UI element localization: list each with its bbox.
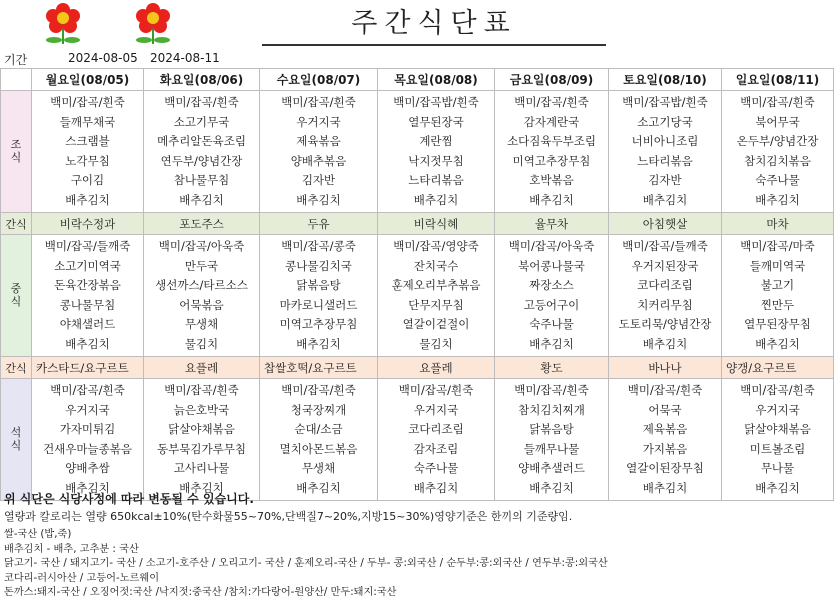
menu-item: 콩나물김치국 bbox=[285, 258, 352, 273]
lunch-day-cell bbox=[609, 235, 722, 357]
menu-item: 북어무국 bbox=[755, 114, 800, 129]
origin-line: 닭고기- 국산 / 돼지고기- 국산 / 소고기-호주산 / 오리고기- 국산 / 훈제오리-국산 / 두부- 콩:외국산 / 순두부:콩:외국산 / 연두부:콩:외국산 bbox=[4, 558, 608, 570]
breakfast-row bbox=[1, 91, 834, 213]
menu-item: 제육볶음 bbox=[642, 422, 688, 436]
menu-item: 계란찜 bbox=[419, 134, 453, 148]
menu-item: 열무된장무침 bbox=[744, 317, 811, 331]
breakfast-day-cell bbox=[260, 91, 378, 213]
breakfast-day-cell bbox=[32, 91, 144, 213]
menu-item: 들깨미역국 bbox=[749, 258, 806, 273]
menu-item: 배추김치 bbox=[65, 480, 110, 495]
menu-item: 무생채 bbox=[301, 461, 336, 475]
menu-item: 배추김치 bbox=[179, 192, 224, 207]
menu-item: 무생채 bbox=[184, 317, 219, 331]
snack2-label: 간식 bbox=[1, 357, 32, 379]
dinner-day-cell bbox=[495, 379, 609, 501]
day-header: 화요일(08/06) bbox=[144, 69, 260, 91]
menu-item: 온두부/양념간장 bbox=[736, 134, 819, 148]
menu-item: 백미/잡곡/흰죽 bbox=[281, 95, 356, 109]
menu-item: 돈육간장볶음 bbox=[54, 278, 121, 292]
snack2-item: 찹쌀호떡/요구르트 bbox=[260, 357, 378, 379]
menu-item: 연두부/양념간장 bbox=[160, 153, 243, 168]
snack1-item: 비락수정과 bbox=[32, 213, 144, 235]
menu-item: 들깨무나물 bbox=[523, 441, 580, 456]
menu-item: 건새우마늘종볶음 bbox=[43, 441, 132, 456]
menu-item: 고사리나물 bbox=[173, 461, 230, 475]
menu-item: 닭살야채볶음 bbox=[744, 422, 811, 436]
snack1-item: 두유 bbox=[260, 213, 378, 235]
menu-item: 백미/잡곡/마죽 bbox=[740, 239, 815, 253]
menu-item: 백미/잡곡/들깨죽 bbox=[622, 239, 708, 253]
snack2-item: 바나나 bbox=[609, 357, 722, 379]
day-header: 토요일(08/10) bbox=[609, 69, 722, 91]
snack2-item: 양갱/요구르트 bbox=[722, 357, 834, 379]
dinner-label: 석 식 bbox=[1, 379, 32, 501]
origin-line: 돈까스:돼지-국산 / 오징어젓:국산 /낙지젓:중국산 /참치:가다랑어-원양산/ 만두:돼지:국산 bbox=[4, 587, 397, 599]
menu-item: 백미/잡곡밥/흰죽 bbox=[393, 95, 479, 109]
day-header: 목요일(08/08) bbox=[378, 69, 495, 91]
menu-item: 마카로니샐러드 bbox=[279, 297, 358, 312]
day-header: 월요일(08/05) bbox=[32, 69, 144, 91]
menu-item: 참나물무침 bbox=[173, 173, 230, 187]
menu-item: 메추리알돈육조림 bbox=[157, 134, 246, 148]
menu-item: 멸치아몬드볶음 bbox=[279, 441, 358, 456]
menu-item: 야채샐러드 bbox=[59, 317, 116, 331]
dinner-day-cell bbox=[609, 379, 722, 501]
lunch-day-cell bbox=[260, 235, 378, 357]
menu-item: 스크램블 bbox=[65, 134, 110, 148]
menu-item: 숙주나물 bbox=[529, 317, 574, 331]
menu-item: 배추김치 bbox=[755, 480, 800, 495]
menu-item: 미역고추장무침 bbox=[512, 153, 591, 168]
snack1-item: 포도주스 bbox=[144, 213, 260, 235]
lunch-label: 중 식 bbox=[1, 235, 32, 357]
menu-item: 가자미튀김 bbox=[59, 422, 116, 436]
menu-item: 양배추쌈 bbox=[65, 461, 110, 475]
header bbox=[0, 0, 835, 50]
period-end: 2024-08-11 bbox=[150, 51, 220, 65]
nutrition-text: 열량과 칼로리는 열량 650kcal±10%(탄수화물55~70%,단백질7~20%,지방15~30%)영양기준은 한끼의 기준량임. bbox=[4, 510, 573, 523]
snack2-item: 요플레 bbox=[378, 357, 495, 379]
menu-item: 콩나물무침 bbox=[59, 297, 116, 312]
menu-item: 소고기무국 bbox=[173, 114, 230, 129]
menu-item: 우거지국 bbox=[755, 402, 800, 417]
menu-item: 백미/잡곡/흰죽 bbox=[50, 383, 125, 397]
menu-table bbox=[0, 68, 834, 501]
menu-item: 우거지국 bbox=[413, 402, 459, 417]
dinner-day-cell bbox=[32, 379, 144, 501]
menu-item: 배추김치 bbox=[755, 336, 800, 351]
menu-item: 백미/잡곡/콩죽 bbox=[281, 239, 356, 253]
day-header: 일요일(08/11) bbox=[722, 69, 834, 91]
menu-item: 닭볶음탕 bbox=[529, 422, 574, 436]
menu-item: 배추김치 bbox=[296, 336, 341, 351]
menu-item: 찐만두 bbox=[760, 297, 795, 312]
menu-item: 만두국 bbox=[184, 258, 219, 273]
menu-item: 북어콩나물국 bbox=[518, 258, 585, 273]
menu-item: 배추김치 bbox=[529, 480, 574, 495]
menu-item: 치커리무침 bbox=[637, 297, 693, 312]
menu-item: 우거지된장국 bbox=[631, 258, 699, 273]
dinner-day-cell bbox=[260, 379, 378, 501]
origin-line: 배추김치 - 배추, 고추분 : 국산 bbox=[4, 543, 139, 555]
breakfast-day-cell bbox=[495, 91, 609, 213]
menu-item: 청국장찌개 bbox=[290, 402, 347, 417]
flower-icon bbox=[124, 2, 182, 46]
dinner-day-cell bbox=[378, 379, 495, 501]
menu-item: 배추김치 bbox=[413, 192, 459, 207]
menu-item: 늙은호박국 bbox=[173, 402, 230, 417]
menu-item: 어묵볶음 bbox=[179, 297, 224, 312]
menu-item: 배추김치 bbox=[755, 192, 800, 207]
menu-item: 배추김치 bbox=[413, 480, 459, 495]
lunch-row bbox=[1, 235, 834, 357]
menu-item: 백미/잡곡/흰죽 bbox=[627, 383, 703, 397]
notice-text: 위 식단은 식당사정에 따라 변동될 수 있습니다. bbox=[4, 492, 254, 506]
corner-cell bbox=[1, 69, 32, 91]
menu-item: 백미/잡곡/흰죽 bbox=[514, 383, 589, 397]
menu-item: 소다짐육두부조림 bbox=[507, 134, 596, 148]
menu-item: 가지볶음 bbox=[642, 441, 688, 456]
lunch-day-cell bbox=[32, 235, 144, 357]
menu-item: 무나물 bbox=[760, 461, 795, 475]
snack2-item: 요플레 bbox=[144, 357, 260, 379]
menu-item: 백미/잡곡/흰죽 bbox=[281, 383, 356, 397]
menu-item: 백미/잡곡밥/흰죽 bbox=[622, 95, 708, 109]
menu-item: 백미/잡곡/흰죽 bbox=[398, 383, 474, 397]
day-header: 금요일(08/09) bbox=[495, 69, 609, 91]
menu-item: 코다리조림 bbox=[408, 422, 464, 436]
breakfast-day-cell bbox=[378, 91, 495, 213]
menu-item: 노각무침 bbox=[65, 153, 110, 168]
menu-item: 제육볶음 bbox=[296, 134, 341, 148]
menu-item: 소고기미역국 bbox=[54, 258, 121, 273]
dinner-day-cell bbox=[144, 379, 260, 501]
menu-item: 배추김치 bbox=[296, 480, 341, 495]
menu-item: 참치김치찌개 bbox=[518, 402, 585, 417]
menu-item: 훈제오리부추볶음 bbox=[391, 278, 481, 292]
menu-item: 낙지젓무침 bbox=[408, 153, 464, 168]
menu-item: 호박볶음 bbox=[529, 173, 574, 187]
menu-item: 배추김치 bbox=[642, 336, 688, 351]
snack1-label: 간식 bbox=[1, 213, 32, 235]
menu-item: 너비아니조림 bbox=[631, 134, 699, 148]
menu-item: 구이김 bbox=[70, 173, 105, 187]
menu-item: 배추김치 bbox=[529, 192, 574, 207]
menu-item: 느타리볶음 bbox=[637, 153, 693, 168]
menu-item: 감자조림 bbox=[413, 441, 459, 456]
menu-item: 순대/소금 bbox=[294, 422, 343, 436]
lunch-day-cell bbox=[378, 235, 495, 357]
menu-item: 생선까스/타르소스 bbox=[155, 278, 248, 292]
menu-item: 닭볶음탕 bbox=[296, 278, 341, 292]
snack2-item: 황도 bbox=[495, 357, 609, 379]
menu-item: 우거지국 bbox=[65, 402, 110, 417]
menu-item: 숙주나물 bbox=[755, 173, 800, 187]
menu-item: 잔치국수 bbox=[413, 258, 459, 273]
menu-item: 우거지국 bbox=[296, 114, 341, 129]
page-title: 주간식단표 bbox=[262, 2, 606, 46]
menu-item: 닭살야채볶음 bbox=[168, 422, 235, 436]
snack2-row bbox=[1, 357, 834, 379]
menu-item: 열무된장국 bbox=[408, 114, 464, 129]
menu-item: 미트볼조림 bbox=[749, 441, 806, 456]
menu-item: 열갈이겉절이 bbox=[402, 317, 470, 331]
snack1-item: 마차 bbox=[722, 213, 834, 235]
menu-item: 김자반 bbox=[648, 173, 682, 187]
menu-item: 코다리조림 bbox=[637, 278, 693, 292]
menu-item: 어묵국 bbox=[648, 402, 682, 417]
lunch-day-cell bbox=[722, 235, 834, 357]
menu-item: 숙주나물 bbox=[413, 461, 459, 475]
breakfast-day-cell bbox=[609, 91, 722, 213]
menu-item: 백미/잡곡/흰죽 bbox=[164, 95, 239, 109]
snack1-row bbox=[1, 213, 834, 235]
breakfast-label: 조 식 bbox=[1, 91, 32, 213]
menu-item: 불고기 bbox=[760, 278, 795, 292]
menu-item: 동부묵김가루무침 bbox=[157, 441, 246, 456]
menu-item: 배추김치 bbox=[65, 192, 110, 207]
flower-icon bbox=[34, 2, 92, 46]
menu-item: 김자반 bbox=[301, 173, 336, 187]
menu-item: 감자계란국 bbox=[523, 114, 580, 129]
menu-item: 도토리묵/양념간장 bbox=[618, 317, 712, 331]
snack1-item: 율무차 bbox=[495, 213, 609, 235]
menu-item: 참치김치볶음 bbox=[744, 153, 811, 168]
day-header: 수요일(08/07) bbox=[260, 69, 378, 91]
menu-item: 백미/잡곡/영양죽 bbox=[393, 239, 479, 253]
menu-item: 들깨무채국 bbox=[59, 114, 116, 129]
lunch-day-cell bbox=[495, 235, 609, 357]
period-row bbox=[0, 50, 835, 68]
menu-item: 물김치 bbox=[419, 336, 453, 351]
menu-item: 배추김치 bbox=[296, 192, 341, 207]
menu-item: 배추김치 bbox=[642, 192, 688, 207]
menu-item: 미역고추장무침 bbox=[279, 317, 358, 331]
menu-item: 짜장소스 bbox=[529, 278, 574, 292]
period-label: 기간 bbox=[4, 53, 28, 67]
menu-item: 백미/잡곡/흰죽 bbox=[164, 383, 239, 397]
menu-item: 열갈이된장무침 bbox=[626, 461, 704, 475]
breakfast-day-cell bbox=[144, 91, 260, 213]
menu-item: 단무지무침 bbox=[408, 297, 464, 312]
menu-item: 배추김치 bbox=[529, 336, 574, 351]
menu-item: 소고기당국 bbox=[637, 114, 693, 129]
dinner-row bbox=[1, 379, 834, 501]
origin-line: 코다리-러시아산 / 고등어-노르웨이 bbox=[4, 572, 160, 584]
menu-item: 백미/잡곡/들깨죽 bbox=[44, 239, 131, 253]
menu-item: 양배추볶음 bbox=[290, 153, 347, 168]
menu-item: 백미/잡곡/흰죽 bbox=[740, 95, 815, 109]
menu-item: 고등어구이 bbox=[523, 297, 580, 312]
menu-item: 백미/잡곡/아욱죽 bbox=[158, 239, 245, 253]
snack2-item: 카스타드/요구르트 bbox=[32, 357, 144, 379]
snack1-item: 아침햇살 bbox=[609, 213, 722, 235]
dinner-day-cell bbox=[722, 379, 834, 501]
menu-item: 느타리볶음 bbox=[408, 173, 464, 187]
menu-item: 백미/잡곡/흰죽 bbox=[514, 95, 589, 109]
menu-item: 배추김치 bbox=[65, 336, 110, 351]
menu-item: 백미/잡곡/아욱죽 bbox=[508, 239, 595, 253]
breakfast-day-cell bbox=[722, 91, 834, 213]
menu-item: 백미/잡곡/흰죽 bbox=[50, 95, 125, 109]
menu-item: 백미/잡곡/흰죽 bbox=[740, 383, 815, 397]
day-header-row bbox=[1, 69, 834, 91]
origin-info bbox=[4, 528, 608, 601]
origin-line: 쌀-국산 (밥,죽) bbox=[4, 529, 72, 540]
lunch-day-cell bbox=[144, 235, 260, 357]
menu-item: 물김치 bbox=[184, 336, 219, 351]
period-start: 2024-08-05 bbox=[68, 51, 138, 65]
menu-item: 양배추샐러드 bbox=[518, 461, 585, 475]
menu-item: 배추김치 bbox=[179, 480, 224, 495]
snack1-item: 비락식혜 bbox=[378, 213, 495, 235]
menu-item: 배추김치 bbox=[642, 480, 688, 495]
